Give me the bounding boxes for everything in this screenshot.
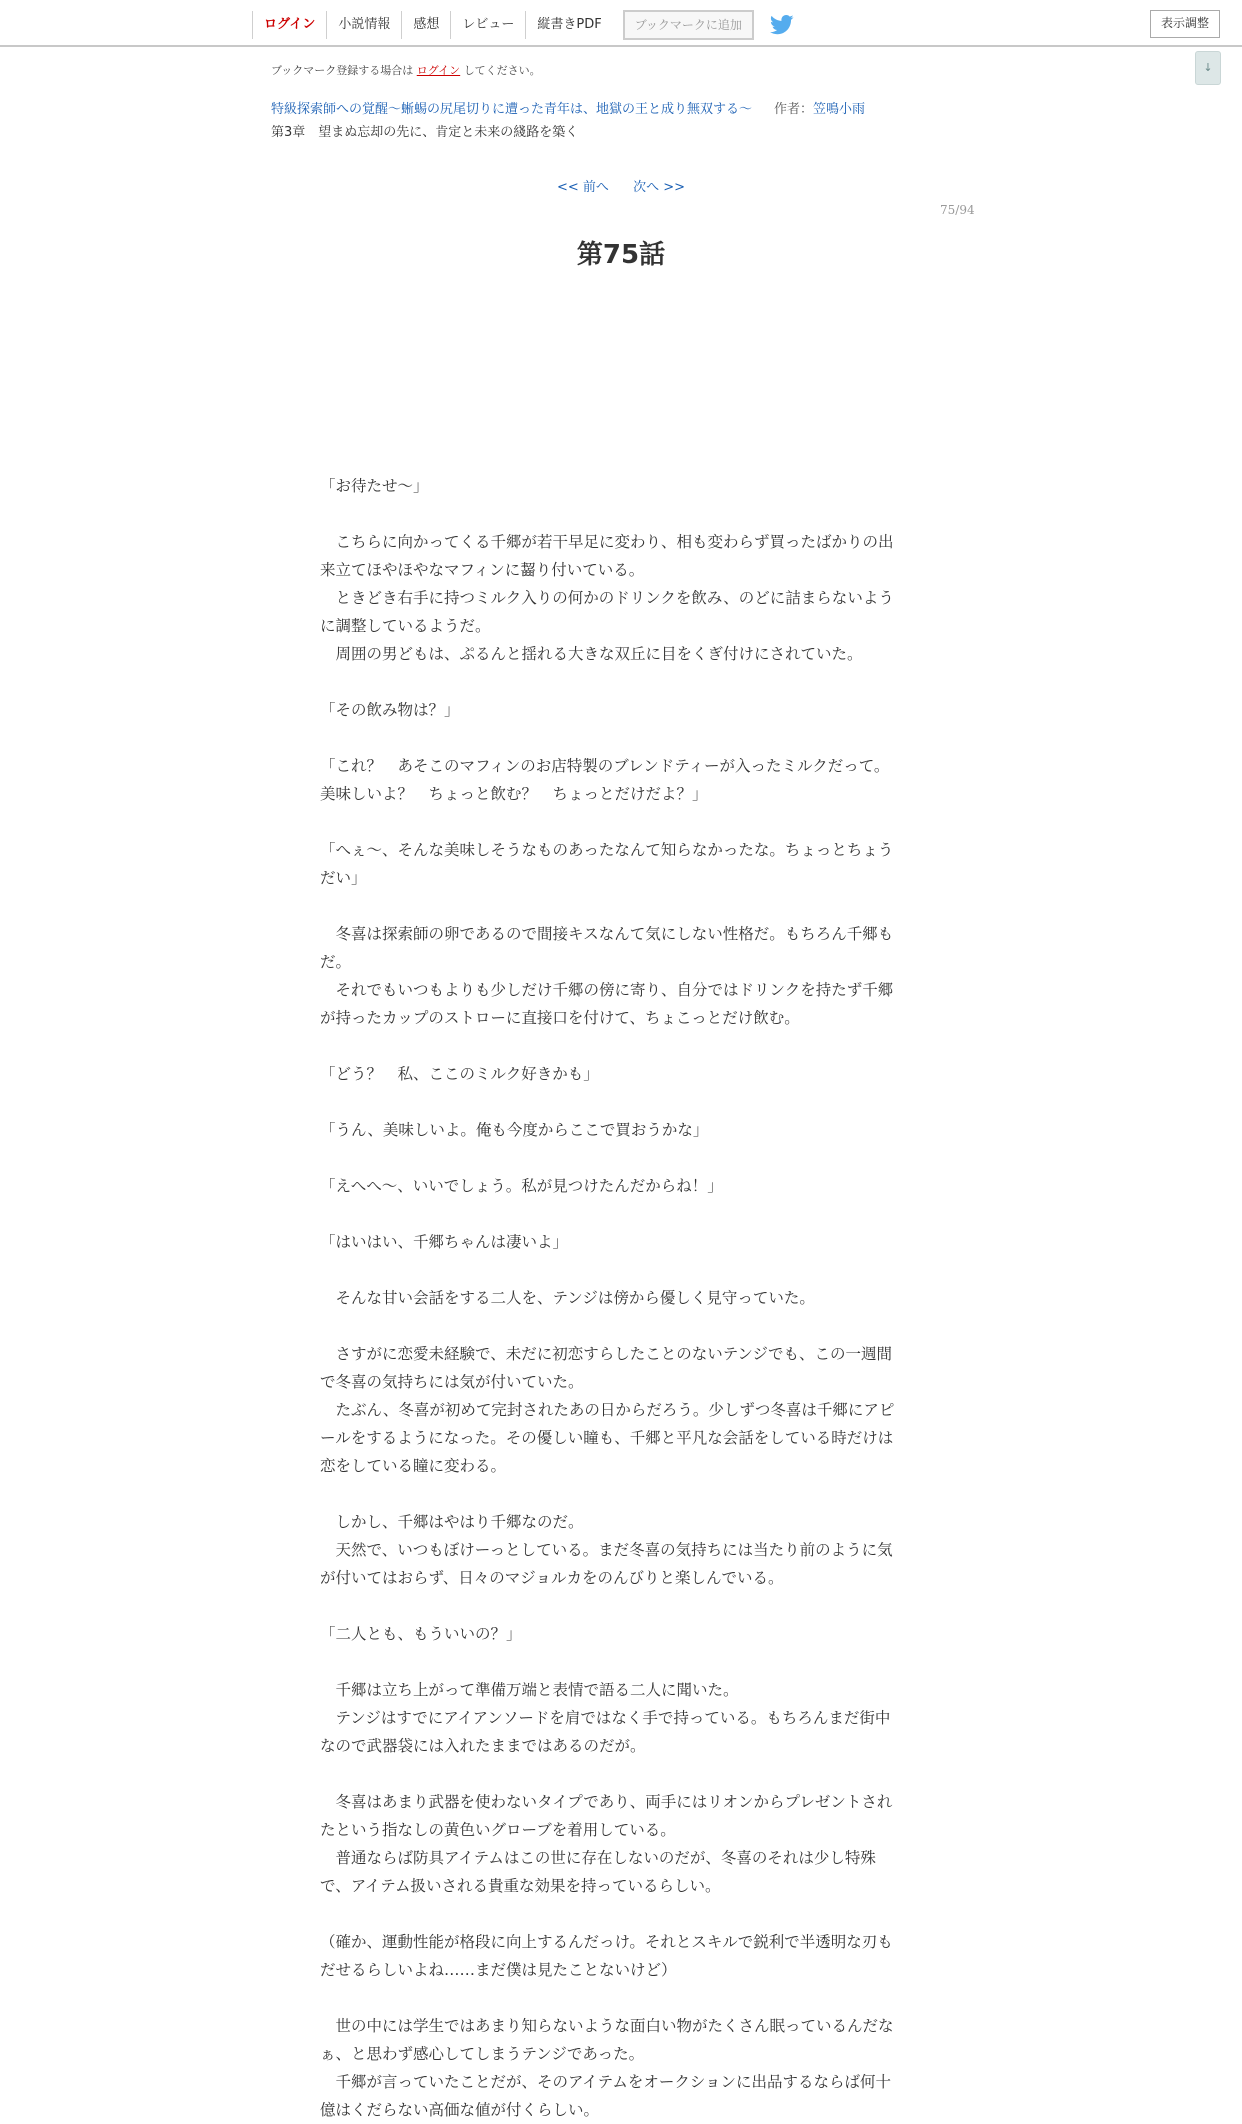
author-label: 作者： xyxy=(774,102,814,117)
story-line xyxy=(320,668,916,696)
story-line xyxy=(320,1200,916,1228)
story-line xyxy=(320,1256,916,1284)
story-line: だい」 xyxy=(320,869,367,887)
story-line: に調整しているようだ。 xyxy=(320,617,491,635)
bookmark-note-suffix: してください。 xyxy=(463,64,541,77)
story-line: で冬喜の気持ちには気が付いていた。 xyxy=(320,1373,584,1391)
story-line xyxy=(320,388,916,416)
prev-episode-link[interactable]: << 前へ xyxy=(557,180,609,195)
login-link[interactable]: ログイン xyxy=(252,11,326,39)
story-line: ぁ、と思わず感心してしまうテンジであった。 xyxy=(320,2045,645,2063)
story-line xyxy=(320,500,916,528)
novel-info-link[interactable]: 小説情報 xyxy=(326,11,401,39)
story-line xyxy=(320,1480,916,1508)
story-line: 「うん、美味しいよ。俺も今度からここで買おうかな」 xyxy=(320,1121,709,1139)
episode-title: 第75話 xyxy=(576,240,666,270)
story-line: 「えへへ～、いいでしょう。私が見つけたんだからね！」 xyxy=(320,1177,723,1195)
story-line: 「はいはい、千郷ちゃんは凄いよ」 xyxy=(320,1233,569,1251)
story-line: 来立てほやほやなマフィンに齧り付いている。 xyxy=(320,561,645,579)
main-nav xyxy=(252,9,796,41)
story-line: が持ったカップのストローに直接口を付けて、ちょこっとだけ飲む。 xyxy=(320,1009,800,1027)
twitter-icon[interactable] xyxy=(770,14,796,36)
story-line: 恋をしている瞳に変わる。 xyxy=(320,1457,507,1475)
story-line: ときどき右手に持つミルク入りの何かのドリンクを飲み、のどに詰まらないよう xyxy=(320,589,894,607)
story-line xyxy=(320,1984,916,2012)
story-line: 「その飲み物は？」 xyxy=(320,701,460,719)
story-body xyxy=(320,360,916,2124)
story-line xyxy=(320,360,916,388)
story-line: さすがに恋愛未経験で、未だに初恋すらしたことのないテンジでも、この一週間 xyxy=(320,1345,893,1363)
story-line xyxy=(320,1032,916,1060)
story-line xyxy=(320,1648,916,1676)
story-line xyxy=(320,1088,916,1116)
story-line: 千郷が言っていたことだが、そのアイテムをオークションに出品するならば何十 xyxy=(320,2073,892,2091)
episode-pager xyxy=(0,176,1242,195)
story-line: 世の中には学生ではあまり知らないような面白い物がたくさん眠っているんだな xyxy=(320,2017,894,2035)
story-line xyxy=(320,724,916,752)
story-line: そんな甘い会話をする二人を、テンジは傍から優しく見守っていた。 xyxy=(320,1289,815,1307)
story-line xyxy=(320,1900,916,1928)
story-line: だ。 xyxy=(320,953,352,971)
next-episode-link[interactable]: 次へ >> xyxy=(633,180,685,195)
story-line: 「これ？ あそこのマフィンのお店特製のブレンドティーが入ったミルクだって。 xyxy=(320,757,890,775)
story-line: それでもいつもよりも少しだけ千郷の傍に寄り、自分ではドリンクを持たず千郷 xyxy=(320,981,894,999)
story-line: で、アイテム扱いされる貴重な効果を持っているらしい。 xyxy=(320,1877,721,1895)
story-line: テンジはすでにアイアンソードを肩ではなく手で持っている。もちろんまだ街中 xyxy=(320,1709,891,1727)
story-line xyxy=(320,1312,916,1340)
top-header xyxy=(0,0,1242,47)
story-line xyxy=(320,444,916,472)
series-title-link[interactable]: 特級探索師への覚醒～蜥蜴の尻尾切りに遭った青年は、地獄の王と成り無双する～ xyxy=(271,102,753,117)
story-line: 美味しいよ？ ちょっと飲む？ ちょっとだけだよ？」 xyxy=(320,785,708,803)
story-line xyxy=(320,416,916,444)
display-settings-button[interactable]: 表示調整 xyxy=(1150,10,1220,38)
story-line: が付いてはおらず、日々のマジョルカをのんびりと楽しんでいる。 xyxy=(320,1569,784,1587)
story-line: 「お待たせ～」 xyxy=(320,477,429,495)
vertical-pdf-link[interactable]: 縦書きPDF xyxy=(525,11,612,39)
story-line: たという指なしの黄色いグローブを着用している。 xyxy=(320,1821,676,1839)
impressions-link[interactable]: 感想 xyxy=(401,11,450,39)
story-line: 冬喜はあまり武器を使わないタイプであり、両手にはリオンからプレゼントされ xyxy=(320,1793,893,1811)
story-line: こちらに向かってくる千郷が若干早足に変わり、相も変わらず買ったばかりの出 xyxy=(320,533,894,551)
review-link[interactable]: レビュー xyxy=(450,11,525,39)
story-line xyxy=(320,808,916,836)
author-link[interactable]: 笠鳴小雨 xyxy=(813,102,866,117)
story-line: 天然で、いつもぼけーっとしている。まだ冬喜の気持ちには当たり前のように気 xyxy=(320,1541,893,1559)
bookmark-note-prefix: ブックマーク登録する場合は xyxy=(271,64,414,77)
series-info xyxy=(271,98,865,117)
story-line: 周囲の男どもは、ぷるんと揺れる大きな双丘に目をくぎ付けにされていた。 xyxy=(320,645,863,663)
story-line: 千郷は立ち上がって準備万端と表情で語る二人に聞いた。 xyxy=(320,1681,739,1699)
story-line xyxy=(320,1592,916,1620)
add-bookmark-button[interactable]: ブックマークに追加 xyxy=(623,10,754,40)
story-line: 「へぇ～、そんな美味しそうなものあったなんて知らなかったな。ちょっとちょう xyxy=(320,841,894,859)
story-line: なので武器袋には入れたままではあるのだが。 xyxy=(320,1737,646,1755)
story-line: たぶん、冬喜が初めて完封されたあの日からだろう。少しずつ冬喜は千郷にアピ xyxy=(320,1401,895,1419)
story-line: 普通ならば防具アイテムはこの世に存在しないのだが、冬喜のそれは少し特殊 xyxy=(320,1849,876,1867)
story-line xyxy=(320,1760,916,1788)
chapter-title: 第3章 望まぬ忘却の先に、肯定と未来の綫路を築く xyxy=(271,125,579,140)
story-line xyxy=(320,1144,916,1172)
story-line: 億はくだらない高価な値が付くらしい。 xyxy=(320,2101,600,2119)
bookmark-note xyxy=(271,62,541,78)
story-line: しかし、千郷はやはり千郷なのだ。 xyxy=(320,1513,584,1531)
story-line: 冬喜は探索師の卵であるので間接キスなんて気にしない性格だ。もちろん千郷も xyxy=(320,925,894,943)
story-line: （確か、運動性能が格段に向上するんだっけ。それとスキルで鋭利で半透明な刃も xyxy=(320,1933,893,1951)
episode-count: 75/94 xyxy=(940,203,975,217)
story-line: だせるらしいよね……まだ僕は見たことないけど） xyxy=(320,1961,677,1979)
scroll-down-button[interactable]: ↓ xyxy=(1195,51,1221,85)
story-line: 「二人とも、もういいの？」 xyxy=(320,1625,522,1643)
story-line: ールをするようになった。その優しい瞳も、千郷と平凡な会話をしている時だけは xyxy=(320,1429,894,1447)
story-line: 「どう？ 私、ここのミルク好きかも」 xyxy=(320,1065,599,1083)
story-line xyxy=(320,892,916,920)
bookmark-login-link[interactable]: ログイン xyxy=(416,64,461,77)
